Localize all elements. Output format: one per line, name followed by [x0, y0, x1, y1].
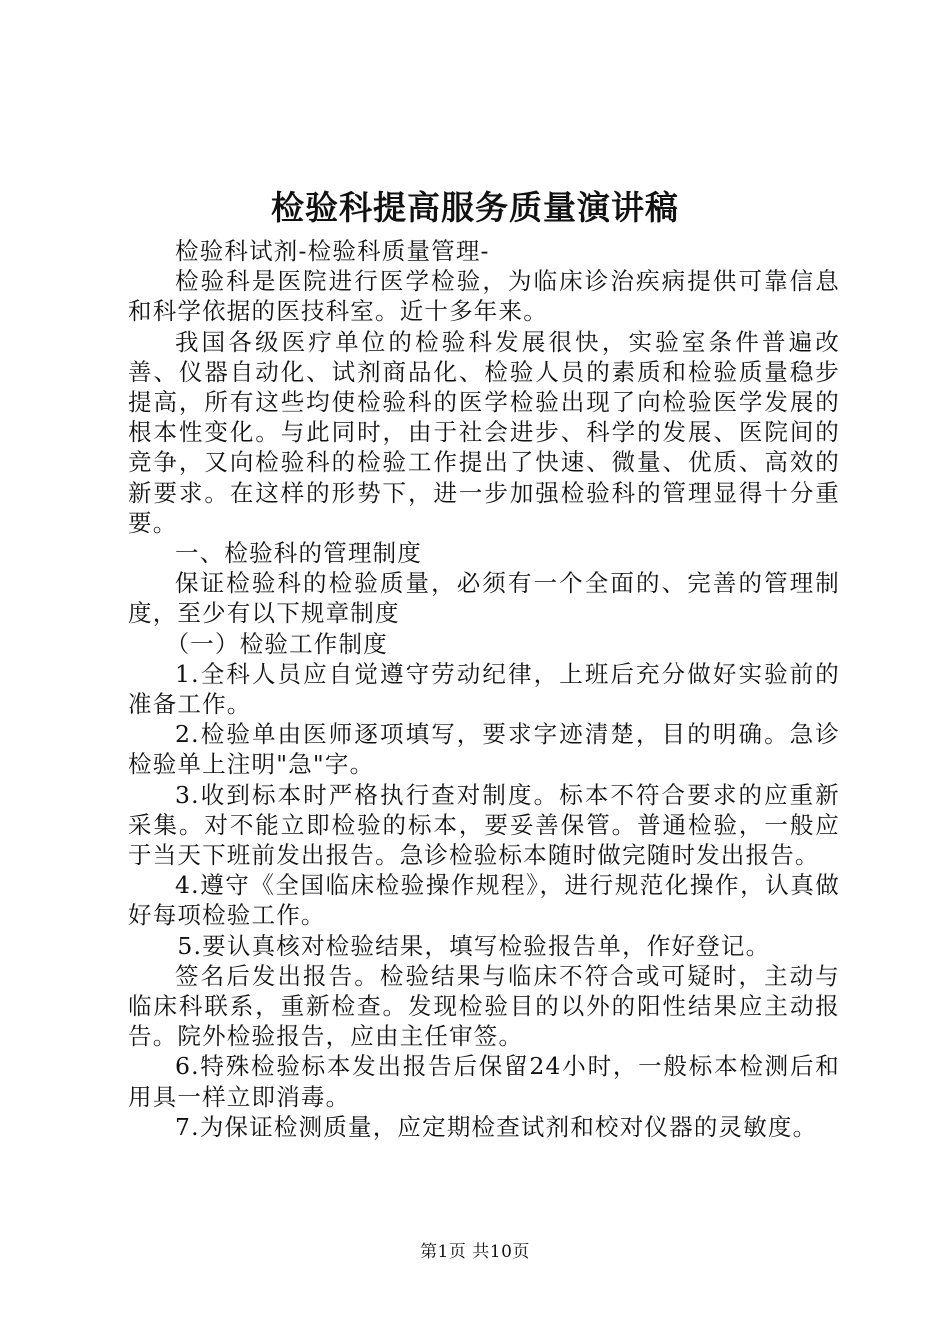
list-item-1: 1.全科人员应自觉遵守劳动纪律，上班后充分做好实验前的准备工作。: [128, 659, 840, 719]
list-item-5: 5.要认真核对检验结果，填写检验报告单，作好登记。: [177, 931, 771, 960]
list-item-3: 3.收到标本时严格执行查对制度。标本不符合要求的应重新采集。对不能立即检验的标本，要妥善保管。普通检验，一般应于当天下班前发出报告。急诊检验标本随时做完随时发出报告。: [128, 780, 840, 870]
list-item-4: 4.遵守《全国临床检验操作规程》，进行规范化操作，认真做好每项检验工作。: [128, 871, 840, 930]
section-heading: 一、检验科的管理制度: [175, 539, 422, 568]
list-item-2: 2.检验单由医师逐项填写，要求字迹清楚，目的明确。急诊检验单上注明"急"字。: [128, 720, 840, 779]
paragraph-background: 我国各级医疗单位的检验科发展很快，实验室条件普遍改善、仪器自动化、试剂商品化、检验人员的素质和检验质量稳步提高，所有这些均使检验科的医学检验出现了向检验医学发展的根本性变化。与此同时，由于社会进步、科学的发展、医院间的竞争，又向检验科的检验工作提出了快速、微量、优质、高效的新要求。在这样的形势下，进一步加强检验科的管理显得十分重要。: [128, 327, 840, 537]
paragraph-subtitle: 检验科试剂-检验科质量管理-: [175, 237, 490, 265]
list-item-7: 7.为保证检测质量，应定期检查试剂和校对仪器的灵敏度。: [175, 1112, 818, 1141]
page-title: 检验科提高服务质量演讲稿: [271, 188, 679, 227]
document-body: [128, 236, 840, 1142]
paragraph-signature: 签名后发出报告。检验结果与临床不符合或可疑时，主动与临床科联系，重新检查。发现检验目的以外的阳性结果应主动报告。院外检验报告，应由主任审签。: [128, 961, 840, 1051]
paragraph-intro: 检验科是医院进行医学检验，为临床诊治疾病提供可靠信息和科学依据的医技科室。近十多年来。: [128, 267, 840, 326]
subsection-heading: （一）检验工作制度: [165, 629, 388, 658]
paragraph-management: 保证检验科的检验质量，必须有一个全面的、完善的管理制度，至少有以下规章制度: [128, 569, 840, 628]
page-footer: 第1页 共10页: [420, 1242, 530, 1262]
list-item-6: 6.特殊检验标本发出报告后保留24小时，一般标本检测后和用具一样立即消毒。: [128, 1052, 840, 1111]
